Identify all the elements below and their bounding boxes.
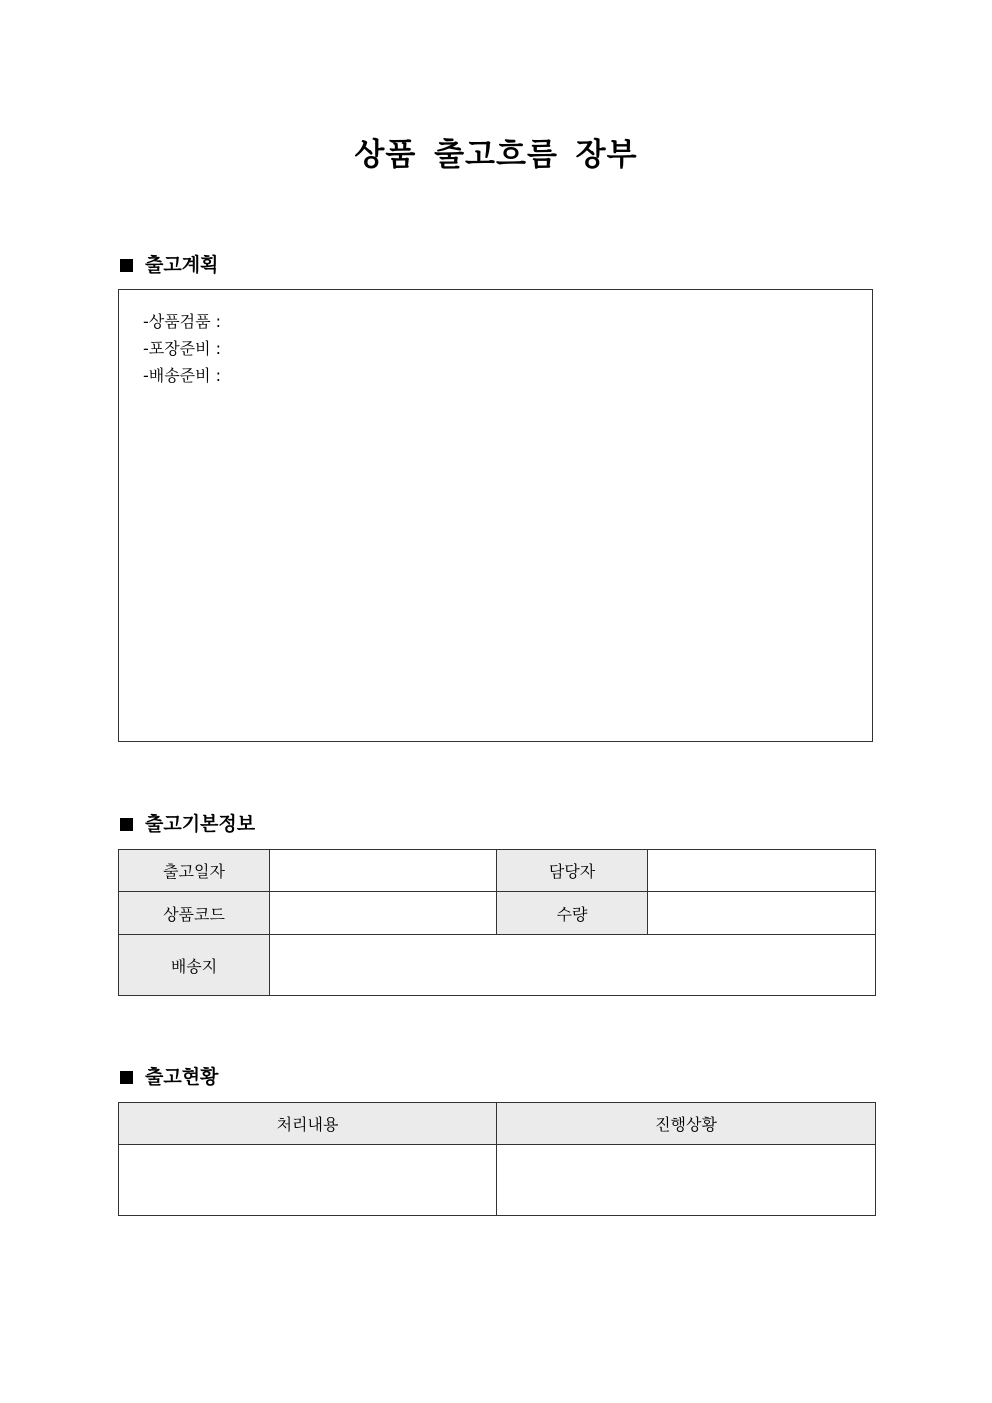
plan-heading-text: 출고계획 [145,254,219,276]
manager-label: 담당자 [497,850,648,892]
column-header-processing: 처리내용 [119,1103,497,1145]
destination-value[interactable] [270,935,876,996]
status-heading-text: 출고현황 [145,1066,219,1088]
status-table [118,1102,876,1216]
table-row [119,892,876,935]
plan-line-delivery: -배송준비 : [143,366,222,385]
document-title: 상품 출고흐름 장부 [354,137,638,173]
plan-section-heading [120,253,218,277]
ship-date-value[interactable] [270,850,497,892]
status-section-heading [120,1065,218,1089]
product-code-label: 상품코드 [119,892,270,935]
manager-value[interactable] [648,850,876,892]
processing-cell[interactable] [119,1145,497,1216]
table-row [119,935,876,996]
table-row [119,1145,876,1216]
product-code-value[interactable] [270,892,497,935]
square-bullet-icon [120,818,133,831]
column-header-progress: 진행상황 [497,1103,876,1145]
ship-date-label: 출고일자 [119,850,270,892]
quantity-value[interactable] [648,892,876,935]
plan-line-packing: -포장준비 : [143,339,222,358]
basic-info-heading-text: 출고기본정보 [145,813,256,835]
table-row [119,850,876,892]
plan-line-inspection: -상품검품 : [143,312,222,331]
basic-info-section-heading [120,812,255,836]
quantity-label: 수량 [497,892,648,935]
destination-label: 배송지 [119,935,270,996]
square-bullet-icon [120,259,133,272]
progress-cell[interactable] [497,1145,876,1216]
square-bullet-icon [120,1071,133,1084]
basic-info-table [118,849,876,996]
table-header-row [119,1103,876,1145]
plan-text-box[interactable] [118,289,873,742]
